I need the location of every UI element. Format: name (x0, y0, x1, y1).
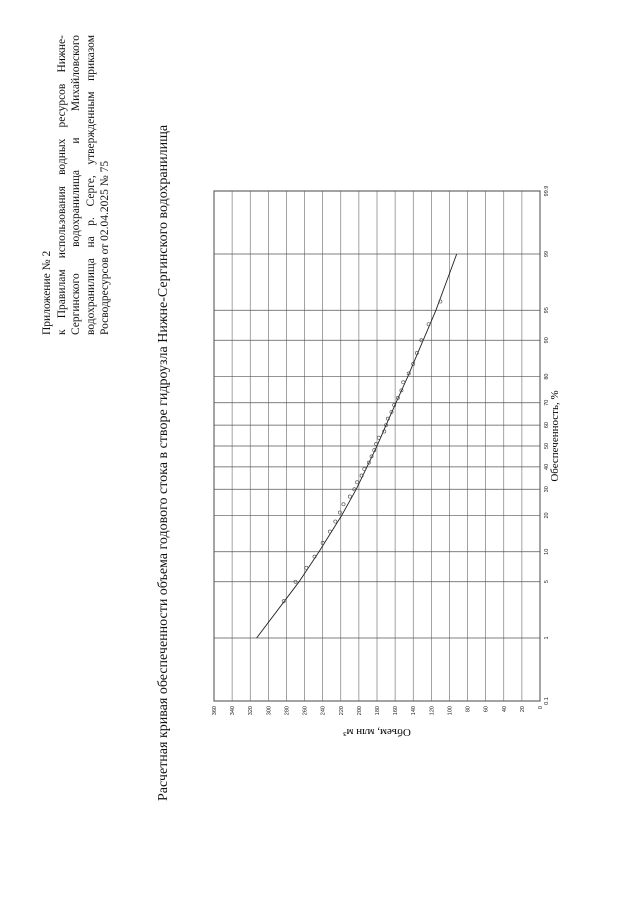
x-tick-label: 95 (544, 307, 550, 314)
observed-point (342, 503, 345, 506)
x-tick-label: 30 (544, 486, 550, 493)
y-tick-label: 180 (375, 706, 381, 716)
y-tick-label: 80 (465, 706, 472, 713)
x-tick-label: 50 (544, 442, 550, 450)
y-tick-label: 300 (266, 706, 273, 716)
observed-point (363, 467, 366, 470)
x-tick-label: 40 (544, 463, 550, 470)
observed-point (348, 495, 351, 498)
y-tick-label: 120 (429, 706, 436, 716)
y-tick-label: 220 (338, 706, 345, 716)
x-axis-title: Обеспеченность, % (549, 390, 561, 482)
observed-point (328, 530, 331, 533)
y-tick-label: 340 (230, 706, 237, 716)
observed-point (334, 520, 337, 523)
y-tick-label: 100 (447, 706, 454, 716)
observed-point (402, 381, 405, 384)
x-tick-label: 10 (544, 548, 550, 555)
x-tick-label: 0.1 (544, 697, 550, 705)
x-tick-label: 99.9 (544, 185, 550, 197)
x-tick-label: 1 (544, 636, 550, 640)
appendix-body: к Правилам использования водных ресурсов Нижне-Сергинского водохранилища и Михайловского водохранилища на р. Серге, утвержденным приказом Росводресурсов от 02.04.2025 № 75 (55, 35, 111, 335)
observed-point (377, 436, 380, 439)
chart-title: Расчетная кривая обеспеченности объема годового стока в створе гидроузла Нижне-Сергинского водохранилища (156, 124, 171, 801)
y-tick-label: 40 (501, 706, 508, 713)
appendix-number: Приложение № 2 (41, 250, 53, 335)
x-tick-label: 99 (544, 250, 550, 258)
y-tick-label: 140 (411, 706, 418, 716)
y-tick-label: 280 (284, 706, 291, 716)
x-tick-label: 80 (544, 373, 550, 380)
y-tick-label: 240 (320, 706, 327, 716)
x-tick-label: 90 (544, 337, 550, 344)
observed-point (305, 566, 308, 569)
y-tick-label: 360 (212, 706, 218, 716)
observed-point (355, 481, 358, 484)
y-axis-title: Объем, млн м³ (343, 726, 411, 738)
y-tick-label: 20 (519, 706, 526, 713)
x-tick-label: 60 (544, 422, 550, 429)
y-tick-label: 200 (356, 706, 363, 716)
y-tick-label: 260 (302, 706, 309, 716)
x-tick-label: 20 (544, 512, 550, 519)
y-tick-label: 60 (483, 706, 490, 713)
x-tick-label: 5 (544, 580, 550, 584)
y-tick-label: 160 (393, 706, 400, 716)
y-tick-label: 0 (538, 706, 544, 710)
y-tick-label: 320 (248, 706, 255, 716)
x-tick-label: 70 (544, 399, 550, 406)
